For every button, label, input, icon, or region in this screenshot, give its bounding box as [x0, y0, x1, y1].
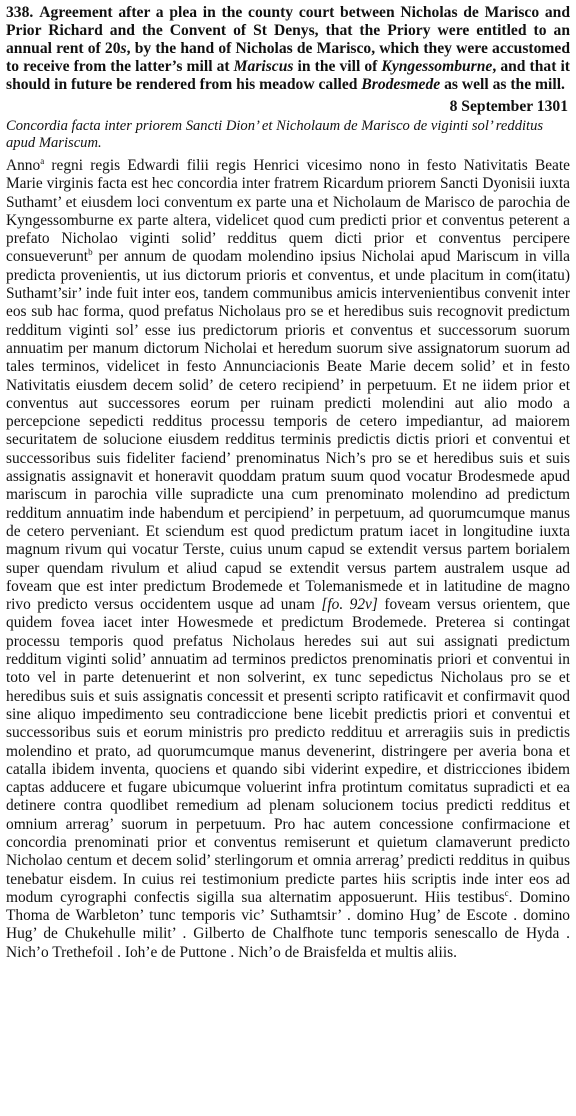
entry-heading	[6, 4, 570, 94]
heading-text: , and that it should in future be rendered from his meadow called	[6, 58, 570, 93]
heading-place-mariscus: Mariscus	[233, 58, 294, 75]
latin-summary: Concordia facta inter priorem Sancti Dion’ et Nicholaum de Marisco de viginti sol’ redditus apud Mariscum.	[6, 118, 544, 151]
heading-place-kyngessomburne: Kyngessomburne	[381, 58, 493, 75]
heading-text: , by the hand of Nicholas de Marisco, which they were accustomed to receive from the latter’s mill at	[6, 40, 571, 75]
footnote-marker: c	[504, 887, 509, 898]
heading-text: Agreement after a plea in the county court between Nicholas de Marisco and Prior Richard and the Convent of St Denys, that the Priory were entitled to an annual rent of 20	[6, 4, 570, 57]
footnote-marker: a	[40, 155, 45, 166]
heading-text: in the vill of	[293, 58, 382, 75]
footnote-marker: b	[88, 247, 93, 258]
body-text: per annum de quodam molendino ipsius Nicholai apud Mariscum in villa predicta provenientis, ut ius dictorum prioris et conventus, et unde placitum in com(itatu) Suthamt’sir’ inde fuit inter eos, tandem communibus amicis intervenientibus convenit inter eos sub hac forma, quod prefatus Nicholaus pro se et heredibus suis recognovit predictum redditum viginti sol’ esse ius predictorum prioris et conventus et successorum suorum annuatim per manum dictorum Nicholai et heredum suorum sive assignatorum suorum ad tales terminos, videlicet in festo Annunciacionis Beate Marie decem solid’ et in festo Nativitatis eiusdem decem solid’ de cetero recipiend’ in perpetuum. Et ne iidem prior et conventus aut successores eorum per ruinam predicti molendini aut alio modo a percepcione sepedicti redditus processu temporis de cetero impediantur, ad maiorem securitatem de solucione eiusdem redditus terminis predictis dictis priori et conventui et successoribus suis fideliter faciend’ prenominatus Nich’s pro se et heredibus suis et suis assignatis assignavit et honeravit quoddam pratum suum quod vocatur Brodesmede apud mariscum in parochia ville supradicte una cum prenominato molendino ad predictum redditum annuatim inde habendum et percipiend’ in perpetuum, ad quorumcumque manus de cetero perveniant. Et sciendum est quod predictum pratum iacet in longitudine iuxta magnum rivum qui vocatur Terste, cuius unum capud se extendit versus partem borialem super quendam rivulum et aliud capud se extendit versus partem australem usque ad foveam que est inter predictum Brodemede et Tolemanismede et in latitudine de magno rivo predicto versus occidentem usque ad unam	[6, 248, 570, 614]
body-text: foveam versus orientem, que quidem fovea iacet inter Howesmede et predictum Brodemede. Preterea si contingat processu temporis quod prefatus Nicholaus heredes sui aut sui assignati predictum redditum viginti solid’ annuatim ad terminos predictos prenominatis priori et conventui in toto vel in parte detenuerint et non solverint, ex tunc sepedictus Nicholaus pro se et heredibus suis et suis assignatis concessit et presenti scripto ratificavit et confirmavit quod sine aliquo impedimento seu contradiccione bene licebit predictis priori et conventui et successoribus suis et eorum ministris pro predicto reddituu et arreragiis suis in predictis molendino et prato, ad quorumcumque manus devenerint, distringere per averia bona et catalla ibidem inventa, quociens et quando sibi viderint expedire, et districciones ibidem captas adducere et fugare ubicumque voluerint infra protintum comitatus supradicti et ea detinere contra quodlibet remedium ad plenam solucionem tocius predicti redditus et omnium arrerag’ suorum in perpetuum. Pro hac autem concessione confirmacione et concordia prenominati prior et conventus remiserunt et quietum clamaverunt predicto Nicholao centum et decem solid’ sterlingorum et omnia arrerag’ predicti redditus in quibus tenebatur eisdem. In cuius rei testimonium predicte partes hiis scriptis inde inter eos ad modum cyrographi confectis sigilla sua alternatim apposuerunt. Hiis testibus	[6, 596, 570, 906]
body-text: Anno	[6, 157, 41, 174]
body-text: . Domino Thoma de Warbleton’ tunc temporis vic’ Suthamtsir’ . domino Hug’ de Escote . domino Hug’ de Chukehulle milit’ . Gilberto de Chalfhote tunc temporis senescallo de Hyda . Nich’o Trethefoil . Ioh’e de Puttone . Nich’o de Braisfelda et multis aliis.	[6, 888, 570, 961]
latin-body-text	[6, 157, 570, 962]
entry-date: 8 September 1301	[449, 98, 568, 115]
folio-reference: [fo. 92v]	[321, 596, 378, 614]
heading-place-brodesmede: Brodesmede	[361, 76, 441, 93]
body-text: regni regis Edwardi filii regis Henrici vicesimo nono in festo Nativitatis Beate Marie virginis facta est hec concordia inter fratrem Ricardum priorem Sancti Dyonisii iuxta Suthamt’ et eiusdem loci conventum ex parte una et Nicholaum de Marisco de parochia de Kyngessomburne ex parte altera, videlicet quod cum predicti prior et conventus peterent a prefato Nicholao viginti solid’ redditus quem dicti prior et conventus percipere consueverunt	[6, 157, 570, 266]
heading-text: as well as the mill.	[440, 76, 565, 93]
entry-number: 338.	[6, 4, 34, 21]
heading-shillings-abbrev: s	[120, 40, 127, 57]
